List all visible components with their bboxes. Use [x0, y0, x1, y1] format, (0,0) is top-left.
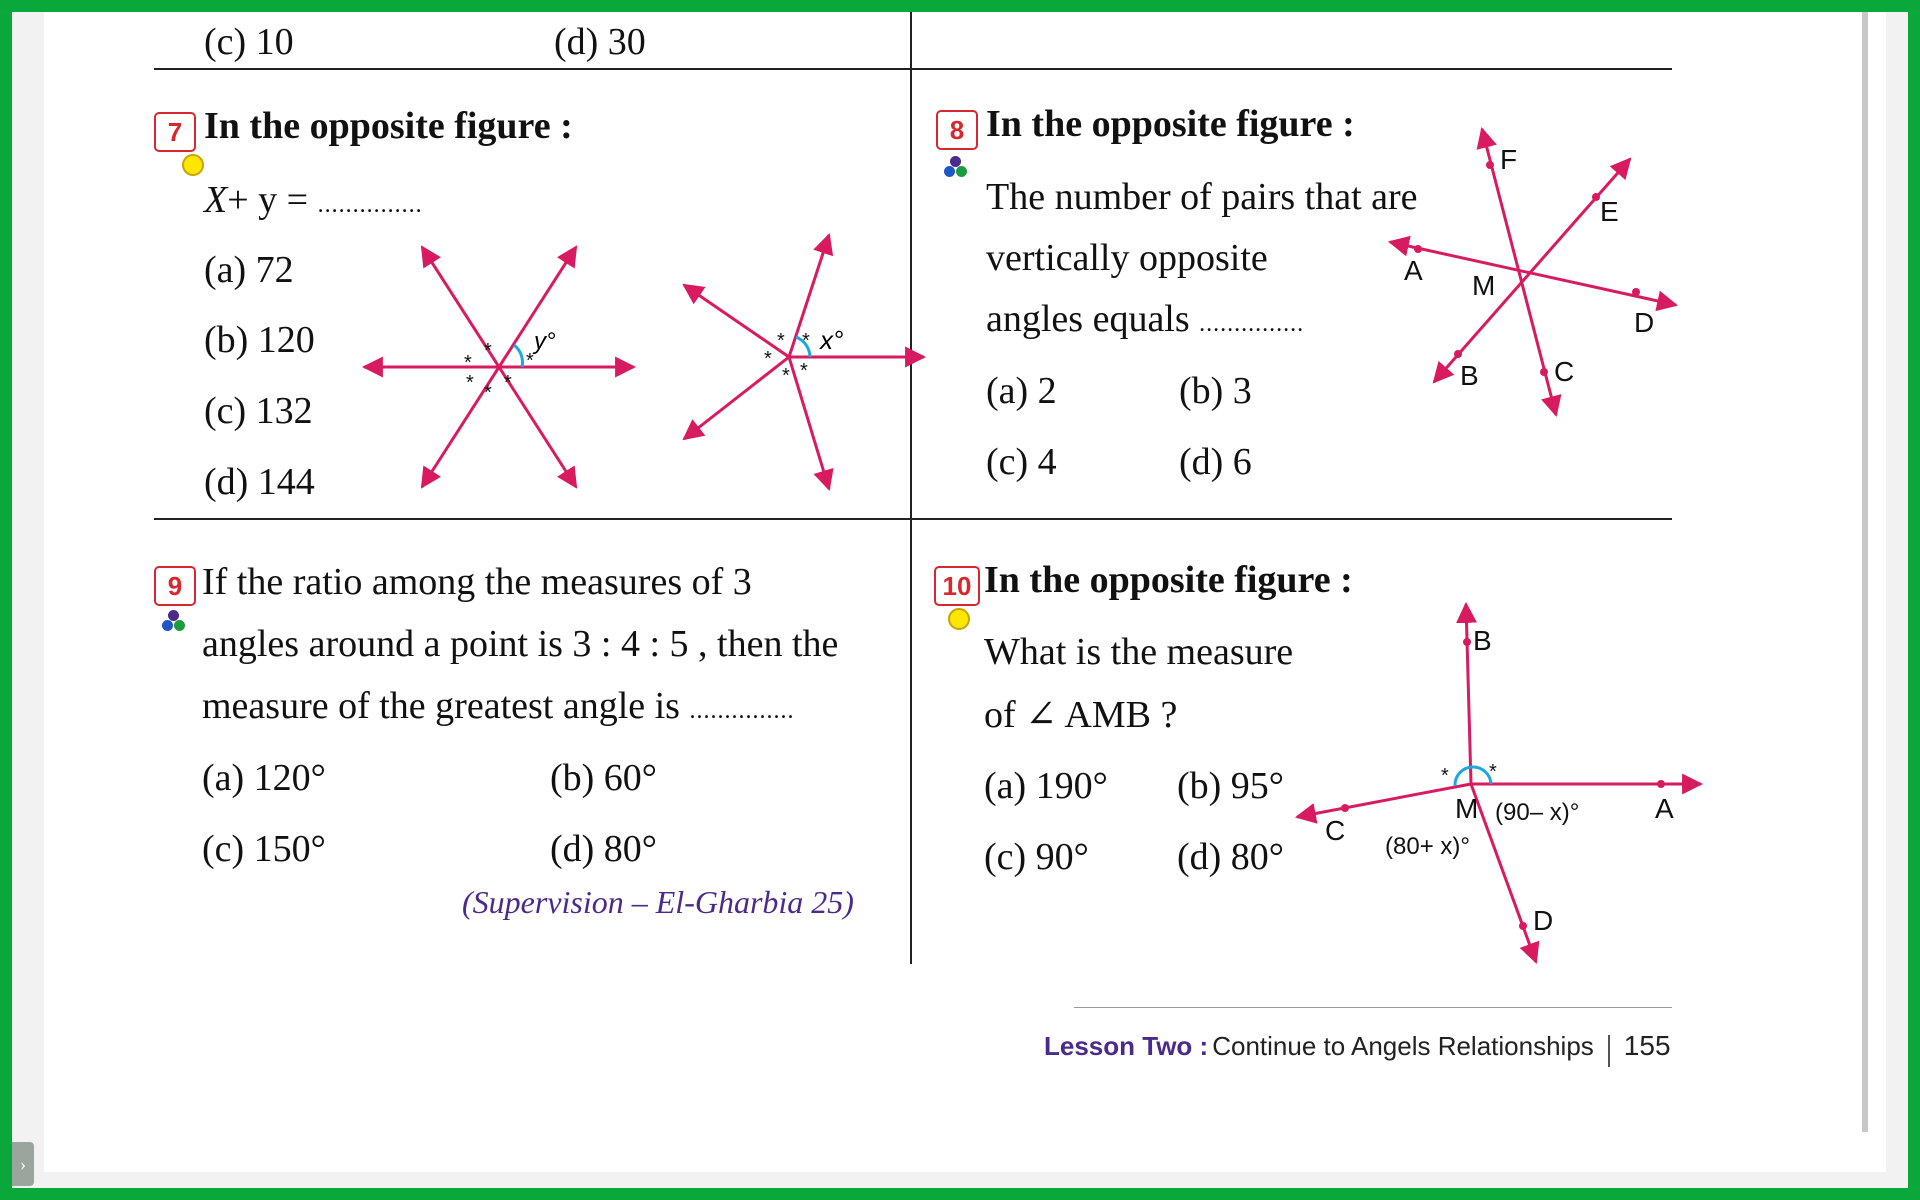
question-8-option-c[interactable]: (c) 4 [986, 441, 1057, 483]
prompt-rest: + y = [227, 179, 318, 221]
question-7-heading: In the opposite figure : [204, 105, 573, 147]
question-8-line-3 [986, 297, 1304, 341]
label-E: E [1600, 196, 1619, 227]
answer-blank: ............... [317, 192, 423, 218]
question-9-option-a[interactable]: (a) 120° [202, 757, 326, 799]
label-A: A [1404, 255, 1423, 286]
question-10-figure [1289, 592, 1709, 972]
question-10-option-b[interactable]: (b) 95° [1177, 765, 1285, 807]
footer [1044, 1030, 1671, 1067]
star-mark: * [504, 372, 512, 394]
star-mark: * [777, 330, 785, 352]
top-horizontal-rule [154, 68, 1672, 70]
question-7-option-c[interactable]: (c) 132 [204, 390, 313, 432]
star-mark: * [1441, 765, 1449, 787]
ray-MC [1297, 784, 1471, 817]
figure-1-arc [514, 345, 522, 367]
footer-title: Continue to Angels Relationships [1212, 1031, 1594, 1061]
label-D: D [1634, 307, 1655, 338]
question-9-line-2: angles around a point is 3 : 4 : 5 , then the [202, 623, 839, 665]
angle-label-90-x: (90– x)° [1495, 799, 1580, 826]
difficulty-easy-icon [948, 608, 970, 630]
difficulty-medium-icon [944, 156, 968, 178]
star-mark: * [484, 382, 492, 404]
label-F: F [1500, 144, 1518, 175]
line-EB [1434, 159, 1630, 382]
question-8-figure [1374, 117, 1694, 427]
question-7-prompt [204, 178, 423, 222]
star-mark: * [800, 360, 808, 382]
star-mark: * [526, 350, 534, 372]
question-8-number: 8 [936, 110, 978, 150]
middle-horizontal-rule [154, 518, 1672, 520]
star-mark: * [782, 365, 790, 387]
ray-MB [1466, 604, 1471, 784]
question-10-option-d[interactable]: (d) 80° [1177, 836, 1285, 878]
question-10-line-2: of ∠ AMB ? [984, 694, 1178, 736]
footer-lesson: Lesson Two : [1044, 1031, 1209, 1061]
label-A: A [1655, 793, 1674, 824]
star-mark: * [484, 340, 492, 362]
question-7-option-d[interactable]: (d) 144 [204, 461, 315, 503]
question-9-option-d[interactable]: (d) 80° [550, 828, 658, 870]
label-C: C [1325, 815, 1346, 846]
question-10-number: 10 [934, 566, 980, 606]
question-9-source: (Supervision – El-Gharbia 25) [462, 884, 854, 920]
question-8-option-b[interactable]: (b) 3 [1179, 370, 1252, 412]
figure-1-star [364, 247, 634, 487]
label-D: D [1533, 905, 1554, 936]
question-7-option-a[interactable]: (a) 72 [204, 249, 294, 291]
answer-blank: ............... [1199, 311, 1305, 337]
angle-label-80-x: (80+ x)° [1385, 833, 1470, 860]
question-8-option-d[interactable]: (d) 6 [1179, 441, 1252, 483]
question-8-line-1: The number of pairs that are [986, 176, 1418, 218]
figure-1-y-label: y° [534, 328, 556, 355]
star-mark: * [1489, 761, 1497, 783]
question-8-line-3-text: angles equals [986, 298, 1190, 340]
question-7-number: 7 [154, 112, 196, 152]
question-10-option-c[interactable]: (c) 90° [984, 836, 1089, 878]
question-8-heading: In the opposite figure : [986, 103, 1355, 145]
question-8-line-2: vertically opposite [986, 237, 1268, 279]
question-10-heading: In the opposite figure : [984, 559, 1353, 601]
star-mark: * [802, 330, 810, 352]
option-c-prev[interactable]: (c) 10 [204, 21, 294, 63]
footer-divider [1608, 1035, 1610, 1067]
question-9-number: 9 [154, 566, 196, 606]
question-9-line-3-text: measure of the greatest angle is [202, 685, 680, 727]
star-mark: * [466, 372, 474, 394]
line-AD [1390, 242, 1676, 305]
answer-blank: ............... [689, 698, 795, 724]
page-background [12, 12, 1908, 1188]
figure-2-x-label: x° [820, 325, 844, 355]
question-9-line-3 [202, 684, 794, 728]
question-10-line-1: What is the measure [984, 631, 1294, 673]
difficulty-easy-icon [182, 154, 204, 176]
difficulty-medium-icon [162, 610, 186, 632]
footer-rule [1074, 1007, 1672, 1008]
label-M: M [1472, 270, 1496, 301]
star-mark: * [464, 352, 472, 374]
label-M: M [1455, 793, 1479, 824]
page-number: 155 [1623, 1030, 1671, 1061]
page-edge-shadow [1862, 12, 1868, 1132]
question-8-option-a[interactable]: (a) 2 [986, 370, 1057, 412]
question-9-option-b[interactable]: (b) 60° [550, 757, 658, 799]
question-9-line-1: If the ratio among the measures of 3 [202, 561, 752, 603]
question-9-option-c[interactable]: (c) 150° [202, 828, 326, 870]
variable-x: X [204, 179, 228, 221]
star-mark: * [764, 348, 772, 370]
question-7-option-b[interactable]: (b) 120 [204, 319, 315, 361]
label-B: B [1460, 360, 1479, 391]
label-B: B [1473, 625, 1492, 656]
question-7-figures [344, 217, 934, 507]
expand-panel-button[interactable]: › [12, 1142, 34, 1186]
label-C: C [1554, 356, 1575, 387]
worksheet-page [44, 12, 1886, 1172]
question-10-option-a[interactable]: (a) 190° [984, 765, 1108, 807]
option-d-prev[interactable]: (d) 30 [554, 21, 646, 63]
